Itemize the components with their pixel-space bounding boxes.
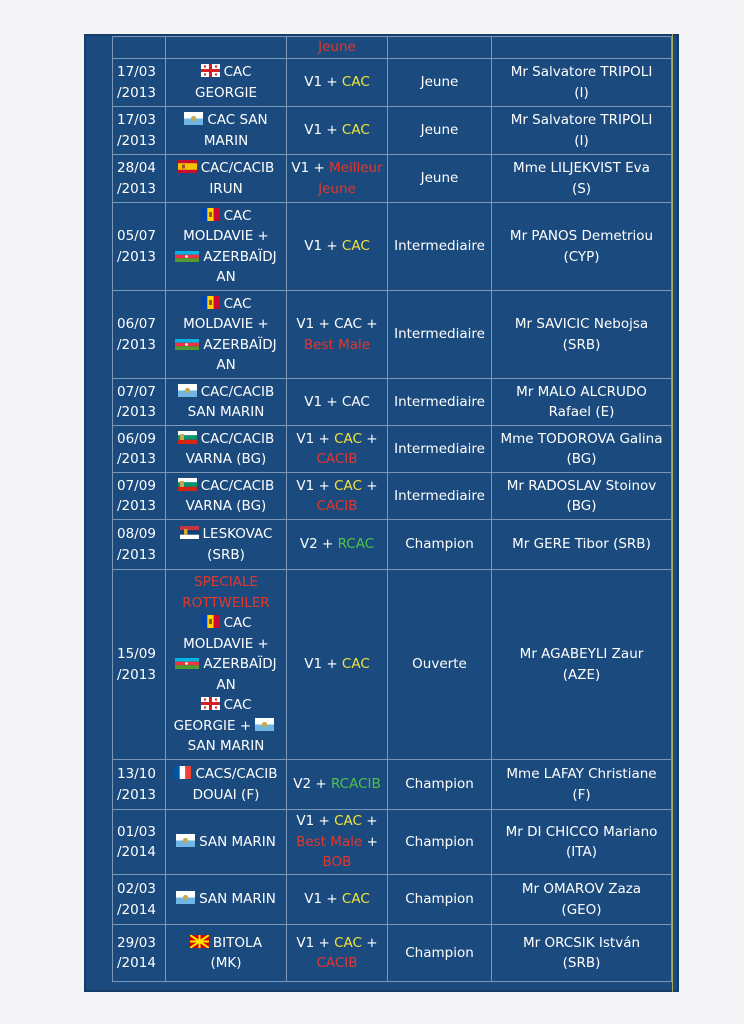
class-cell <box>388 379 492 426</box>
show-cell <box>166 925 287 982</box>
judge-text: (S) <box>571 180 592 197</box>
table-row <box>113 426 672 473</box>
partial-note: Jeune <box>318 39 356 56</box>
result-text: CAC <box>334 477 362 494</box>
date-cell <box>113 570 166 760</box>
show-name: CAC/CACIB <box>200 430 275 447</box>
show-cell <box>166 473 287 520</box>
judge-cell <box>492 203 672 291</box>
table-row <box>113 59 672 107</box>
date-cell <box>113 379 166 426</box>
show-cell <box>166 107 287 155</box>
table-row <box>113 875 672 925</box>
date-cell <box>113 520 166 570</box>
show-name: AZERBAÏDJ <box>203 656 277 673</box>
date-cell <box>113 875 166 925</box>
judge-text: Mr MALO ALCRUDO <box>516 383 647 400</box>
result-cell <box>287 760 388 810</box>
san-marino-flag-icon <box>176 891 195 904</box>
result-text: V1 + <box>304 656 342 673</box>
date-text: /2013 <box>117 180 156 197</box>
class-text: Intermediaire <box>394 238 485 255</box>
judge-text: (AZE) <box>562 666 601 683</box>
table-row <box>113 291 672 379</box>
judge-cell <box>492 473 672 520</box>
result-text: V1 + <box>296 477 335 494</box>
result-text: CAC <box>334 813 362 830</box>
result-text: CAC <box>341 74 370 91</box>
azerbaijan-flag-icon <box>175 339 199 350</box>
result-text: RCACIB <box>330 776 381 793</box>
date-text: /2013 <box>117 132 156 149</box>
result-text: Jeune <box>318 180 356 197</box>
judge-text: Mr Salvatore TRIPOLI <box>510 112 653 128</box>
result-text: CACIB <box>316 955 358 971</box>
result-text: CAC <box>334 430 362 447</box>
show-cell <box>166 875 287 925</box>
date-text: /2013 <box>117 336 156 353</box>
show-name: MARIN <box>203 132 249 149</box>
judge-text: Mr RADOSLAV Stoinov <box>506 477 657 494</box>
date-text: 28/04 <box>117 160 156 176</box>
show-name: AN <box>216 357 236 373</box>
judge-text: Mr DI CHICCO Mariano <box>505 823 658 840</box>
class-cell <box>388 473 492 520</box>
result-text: Meilleur <box>329 160 383 176</box>
result-text: V1 + <box>304 238 342 255</box>
class-cell <box>388 875 492 925</box>
date-text: 06/07 <box>117 316 156 332</box>
judge-text: Mr Salvatore TRIPOLI <box>510 64 653 80</box>
judge-text: Mme LILJEKVIST Eva <box>513 160 650 176</box>
result-text: Best Male <box>303 336 371 353</box>
result-cell <box>287 570 388 760</box>
result-cell <box>287 291 388 379</box>
date-text: 15/09 <box>117 646 156 662</box>
bulgaria-flag-icon <box>178 478 197 491</box>
show-name: CAC <box>223 207 252 224</box>
result-text: CAC <box>334 934 362 951</box>
result-cell <box>287 810 388 875</box>
show-name: BITOLA <box>212 934 263 951</box>
date-cell <box>113 107 166 155</box>
macedonia-flag-icon <box>190 935 209 948</box>
georgia-flag-icon <box>201 697 220 710</box>
show-name: CAC <box>223 697 252 714</box>
date-text: /2013 <box>117 248 156 265</box>
result-text: V1 + <box>304 74 342 91</box>
judge-cell <box>492 760 672 810</box>
result-text: V1 + <box>304 122 342 139</box>
result-text: V1 + <box>291 160 330 176</box>
show-name: AN <box>216 676 236 693</box>
show-name: SAN MARIN <box>187 404 265 420</box>
judge-text: Mr ORCSIK István <box>522 934 641 951</box>
georgia-flag-icon <box>201 64 220 77</box>
date-text: 07/07 <box>117 383 156 400</box>
san-marino-flag-icon <box>178 384 197 397</box>
azerbaijan-flag-icon <box>175 251 199 262</box>
date-text: /2013 <box>117 546 156 563</box>
date-text: /2013 <box>117 84 156 101</box>
table-row <box>113 155 672 203</box>
judge-text: Mr SAVICIC Nebojsa <box>514 316 649 332</box>
show-name: CAC/CACIB <box>200 383 275 400</box>
class-cell <box>388 760 492 810</box>
judge-cell <box>492 520 672 570</box>
show-name: MOLDAVIE + <box>183 316 269 332</box>
judge-cell <box>492 810 672 875</box>
special-label: SPECIALE <box>194 574 258 591</box>
show-name: VARNA (BG) <box>185 451 267 467</box>
show-cell <box>166 59 287 107</box>
class-text: Intermediaire <box>394 440 485 457</box>
date-cell <box>113 426 166 473</box>
judge-text: (CYP) <box>563 248 600 265</box>
class-text: Champion <box>405 776 474 793</box>
azerbaijan-flag-icon <box>175 658 199 669</box>
show-name: CAC/CACIB <box>200 477 275 494</box>
date-text: /2013 <box>117 451 156 467</box>
show-cell <box>166 291 287 379</box>
show-name: CAC <box>223 64 252 80</box>
date-text: 05/07 <box>117 228 156 244</box>
judge-text: Rafael (E) <box>548 404 615 420</box>
results-sheet <box>84 34 679 992</box>
date-cell <box>113 203 166 291</box>
show-name: CAC <box>223 295 252 312</box>
date-cell <box>113 810 166 875</box>
table-row <box>113 520 672 570</box>
judge-cell <box>492 925 672 982</box>
date-text: /2014 <box>117 901 156 918</box>
class-cell <box>388 59 492 107</box>
result-text: V1 + CAC + <box>296 316 378 332</box>
class-text: Champion <box>405 536 474 553</box>
show-name: (MK) <box>210 955 242 971</box>
judge-text: (I) <box>574 132 589 149</box>
result-text: CAC <box>341 656 370 673</box>
date-text: 02/03 <box>117 881 156 897</box>
class-text: Champion <box>405 944 474 961</box>
result-text: + <box>361 430 378 447</box>
san-marino-flag-icon <box>184 112 203 125</box>
table-row <box>113 203 672 291</box>
bulgaria-flag-icon <box>178 431 197 444</box>
result-text: BOB <box>322 854 352 871</box>
date-text: /2013 <box>117 498 156 514</box>
result-text: V1 + <box>296 430 335 447</box>
result-cell <box>287 379 388 426</box>
show-name: CAC/CACIB <box>200 160 275 176</box>
date-text: 06/09 <box>117 430 156 447</box>
show-cell <box>166 203 287 291</box>
result-text: V2 + <box>299 536 338 553</box>
result-cell <box>287 925 388 982</box>
result-text: V1 + <box>304 891 342 908</box>
class-cell <box>388 107 492 155</box>
judge-text: Mr PANOS Demetriou <box>509 228 654 244</box>
judge-text: (BG) <box>566 498 597 514</box>
date-cell <box>113 760 166 810</box>
result-cell <box>287 426 388 473</box>
judge-cell <box>492 570 672 760</box>
date-cell <box>113 155 166 203</box>
class-cell <box>388 570 492 760</box>
class-text: Jeune <box>420 122 459 139</box>
show-name: LESKOVAC <box>202 526 273 542</box>
date-cell <box>113 473 166 520</box>
result-cell <box>287 203 388 291</box>
show-name: IRUN <box>209 180 243 197</box>
result-text: + <box>361 813 378 830</box>
show-name: AZERBAÏDJ <box>203 336 277 353</box>
judge-text: (ITA) <box>566 844 597 860</box>
san-marino-flag-icon <box>176 834 195 847</box>
class-text: Jeune <box>420 74 459 91</box>
show-name: GEORGIE <box>195 84 257 101</box>
table-row <box>113 379 672 426</box>
class-text: Intermediaire <box>394 326 485 343</box>
show-name: CAC <box>223 615 252 632</box>
class-text: Intermediaire <box>394 393 485 410</box>
date-text: 17/03 <box>117 112 156 128</box>
judge-cell <box>492 155 672 203</box>
judge-cell <box>492 379 672 426</box>
judge-text: Mme LAFAY Christiane <box>506 766 657 782</box>
class-cell <box>388 925 492 982</box>
show-name: VARNA (BG) <box>185 498 267 514</box>
results-table <box>112 36 672 982</box>
show-cell <box>166 379 287 426</box>
result-text: V1 + CAC <box>304 393 370 410</box>
class-cell <box>388 155 492 203</box>
date-text: /2013 <box>117 666 156 683</box>
table-row <box>113 810 672 875</box>
show-name: GEORGIE + <box>173 717 252 734</box>
judge-cell <box>492 59 672 107</box>
table-row <box>113 473 672 520</box>
date-text: /2014 <box>117 955 156 971</box>
class-cell <box>388 520 492 570</box>
show-cell <box>166 760 287 810</box>
result-text: RCAC <box>337 536 375 553</box>
class-text: Jeune <box>420 170 459 187</box>
show-cell <box>166 570 287 760</box>
date-cell <box>113 925 166 982</box>
class-cell <box>388 203 492 291</box>
judge-text: (SRB) <box>562 336 601 353</box>
judge-cell <box>492 107 672 155</box>
class-cell <box>388 291 492 379</box>
date-text: 29/03 <box>117 934 156 951</box>
special-label: ROTTWEILER <box>182 594 270 611</box>
judge-text: (SRB) <box>562 955 601 971</box>
table-row-partial <box>113 37 672 59</box>
judge-text: Mr GERE Tibor (SRB) <box>512 536 651 553</box>
result-cell <box>287 59 388 107</box>
result-text: CAC <box>341 891 370 908</box>
judge-cell <box>492 291 672 379</box>
show-name: MOLDAVIE + <box>183 635 269 652</box>
class-text: Intermediaire <box>394 487 485 504</box>
class-cell <box>388 810 492 875</box>
show-name: DOUAI (F) <box>192 786 260 803</box>
spain-flag-icon <box>178 160 197 173</box>
judge-cell <box>492 875 672 925</box>
date-text: 01/03 <box>117 823 156 840</box>
date-cell <box>113 291 166 379</box>
date-text: /2013 <box>117 404 156 420</box>
result-cell <box>287 473 388 520</box>
judge-text: Mr AGABEYLI Zaur <box>519 646 644 662</box>
date-text: 13/10 <box>117 766 156 782</box>
table-row <box>113 925 672 982</box>
show-name: SAN MARIN <box>199 833 276 850</box>
show-cell <box>166 426 287 473</box>
result-cell <box>287 520 388 570</box>
result-text: CACIB <box>316 451 358 467</box>
result-text: V2 + <box>293 776 331 793</box>
date-text: 08/09 <box>117 526 156 542</box>
date-text: /2014 <box>117 844 156 860</box>
result-text: + <box>362 833 378 850</box>
show-cell <box>166 520 287 570</box>
table-row <box>113 107 672 155</box>
date-text: /2013 <box>117 786 156 803</box>
result-cell <box>287 875 388 925</box>
show-name: MOLDAVIE + <box>183 228 269 244</box>
show-name: AN <box>216 269 236 285</box>
class-text: Ouverte <box>412 656 467 673</box>
serbia-flag-icon <box>180 526 199 539</box>
result-text: V1 + <box>296 813 335 830</box>
class-text: Champion <box>405 891 474 908</box>
date-text: 07/09 <box>117 477 156 494</box>
result-text: CAC <box>341 122 370 139</box>
moldova-flag-icon <box>201 296 220 309</box>
result-cell <box>287 37 388 59</box>
show-name: (SRB) <box>207 546 245 563</box>
judge-text: (BG) <box>566 451 597 467</box>
result-text: CAC <box>341 238 370 255</box>
show-name: SAN MARIN <box>187 738 265 755</box>
judge-text: Mr OMAROV Zaza <box>521 881 642 897</box>
judge-text: Mme TODOROVA Galina <box>500 430 663 447</box>
table-row <box>113 570 672 760</box>
table-row <box>113 760 672 810</box>
show-name: SAN MARIN <box>199 891 276 908</box>
san-marino-flag-icon <box>255 718 274 731</box>
show-name: CACS/CACIB <box>195 766 278 782</box>
judge-text: (I) <box>574 84 589 101</box>
judge-text: (F) <box>572 786 591 803</box>
date-cell <box>113 59 166 107</box>
moldova-flag-icon <box>201 208 220 221</box>
show-name: CAC SAN <box>207 112 268 128</box>
result-text: Best Male <box>296 833 363 850</box>
judge-cell <box>492 426 672 473</box>
judge-text: (GEO) <box>561 901 602 918</box>
france-flag-icon <box>174 766 191 779</box>
moldova-flag-icon <box>201 615 220 628</box>
result-cell <box>287 107 388 155</box>
class-text: Champion <box>405 833 474 850</box>
show-cell <box>166 810 287 875</box>
date-text: 17/03 <box>117 64 156 80</box>
show-cell <box>166 155 287 203</box>
result-cell <box>287 155 388 203</box>
result-text: + <box>361 934 378 951</box>
result-text: + <box>361 477 378 494</box>
show-name: AZERBAÏDJ <box>203 248 277 265</box>
class-cell <box>388 426 492 473</box>
result-text: V1 + <box>296 934 335 951</box>
result-text: CACIB <box>316 498 358 514</box>
